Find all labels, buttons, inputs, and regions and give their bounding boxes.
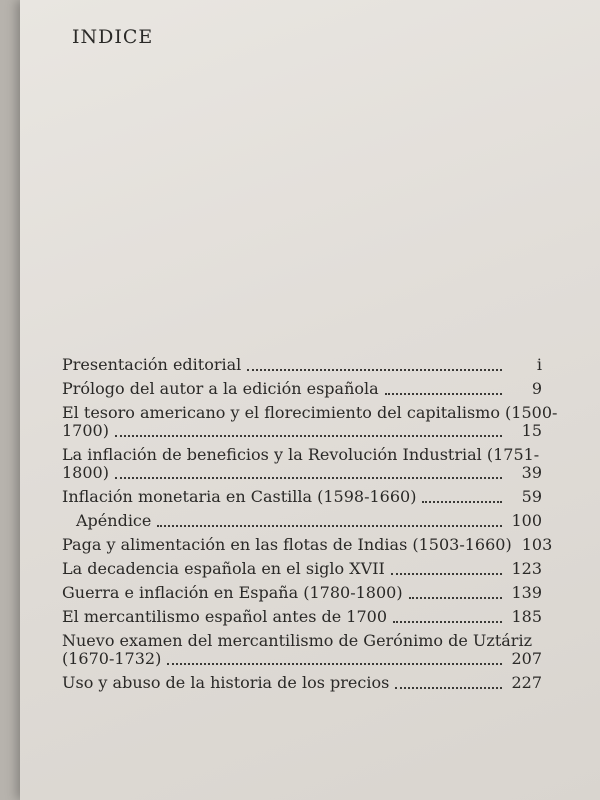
toc-entry-title: La inflación de beneficios y la Revolución Industrial (1751- <box>62 445 540 464</box>
toc-page-number: 39 <box>521 463 542 482</box>
toc-entry-title: Paga y alimentación en las flotas de Indias (1503-1660) <box>62 535 512 554</box>
dot-leader <box>157 525 502 527</box>
toc-entry-title: El mercantilismo español antes de 1700 <box>62 607 388 626</box>
toc-entry-uztariz <box>62 632 542 668</box>
toc-entry-decadencia <box>62 560 542 578</box>
dot-leader <box>167 663 502 665</box>
toc-page-number: 15 <box>521 421 542 440</box>
dot-leader <box>409 597 502 599</box>
dot-leader <box>422 501 502 503</box>
toc-page-number: 185 <box>511 607 542 626</box>
toc-entry-presentacion <box>62 356 542 374</box>
toc-entry-paga-alimentacion <box>62 535 553 554</box>
toc-entry-apendice <box>62 512 542 530</box>
toc-entry-prologo <box>62 380 542 398</box>
toc-page-number: 207 <box>511 649 542 668</box>
toc-entry-inflacion-castilla <box>62 488 542 506</box>
toc-entry-guerra-inflacion <box>62 584 542 602</box>
dot-leader <box>393 621 502 623</box>
dot-leader <box>115 435 502 437</box>
toc-entry-title: Presentación editorial <box>62 355 242 374</box>
toc-page-number: 103 <box>521 535 553 554</box>
toc-page-number: 9 <box>531 379 542 398</box>
toc-entry-title-continuation: 1800) <box>62 463 109 482</box>
toc-entry-title: Guerra e inflación en España (1780-1800) <box>62 583 403 602</box>
toc-page-number: i <box>536 355 542 374</box>
toc-entry-title: El tesoro americano y el florecimiento del capitalismo (1500- <box>62 403 558 422</box>
toc-entry-title: Inflación monetaria en Castilla (1598-1660) <box>62 487 417 506</box>
toc-entry-historia-precios <box>62 674 542 692</box>
toc-entry-title: Apéndice <box>76 511 152 530</box>
toc-entry-title: Nuevo examen del mercantilismo de Gerónimo de Uztáriz <box>62 631 532 650</box>
index-heading: INDICE <box>72 26 154 48</box>
dot-leader <box>115 477 502 479</box>
dot-leader <box>385 393 502 395</box>
dot-leader <box>391 573 502 575</box>
toc-entry-tesoro-americano <box>62 403 558 440</box>
dot-leader <box>395 687 502 689</box>
dot-leader <box>247 369 502 371</box>
toc-entry-title-continuation: 1700) <box>62 421 109 440</box>
toc-page-number: 123 <box>511 559 542 578</box>
toc-page-number: 100 <box>511 511 542 530</box>
toc-page-number: 227 <box>511 673 542 692</box>
toc-entry-title: Prólogo del autor a la edición española <box>62 379 379 398</box>
toc-entry-mercantilismo <box>62 608 542 626</box>
table-of-contents <box>62 355 558 698</box>
toc-entry-title: La decadencia española en el siglo XVII <box>62 559 385 578</box>
toc-page-number: 59 <box>521 487 542 506</box>
toc-entry-title-continuation: (1670-1732) <box>62 649 162 668</box>
toc-page-number: 139 <box>511 583 542 602</box>
book-page <box>20 0 600 800</box>
toc-entry-title: Uso y abuso de la historia de los precios <box>62 673 390 692</box>
toc-entry-inflacion-beneficios <box>62 446 542 482</box>
